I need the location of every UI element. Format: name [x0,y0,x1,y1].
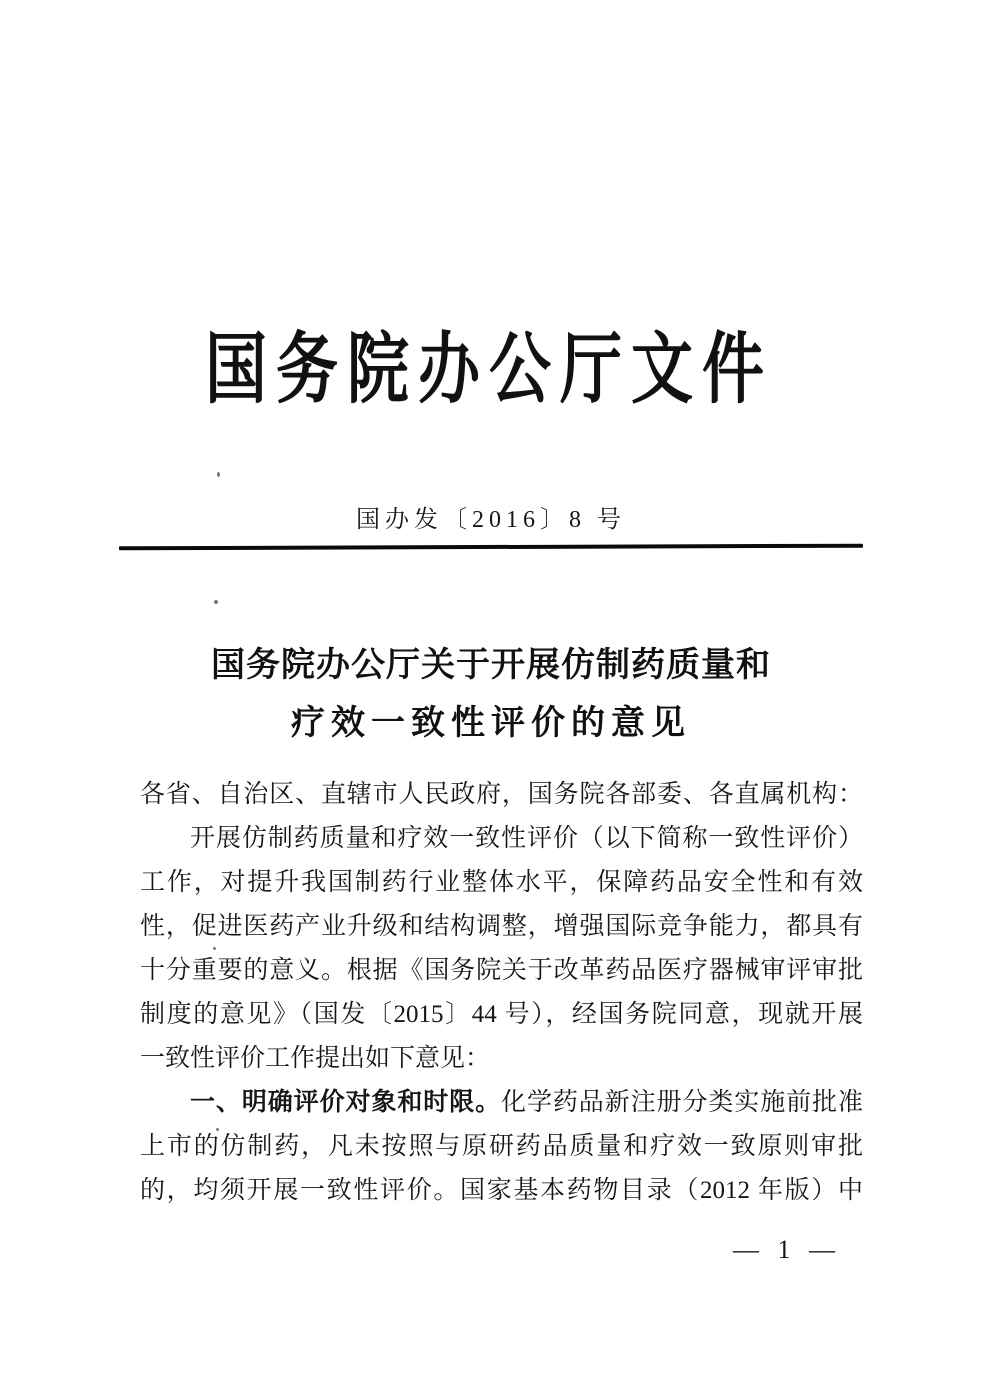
scan-speck [214,600,218,604]
doc-title-line2: 疗效一致性评价的意见 [291,705,691,742]
body-text [140,773,863,1213]
doc-number: 国办发〔2016〕8 号 [356,507,626,533]
doc-title-line1: 国务院办公厅关于开展仿制药质量和 [211,647,771,684]
letterhead-org-title: 国务院办公厅文件 [204,328,773,413]
body-line-text: 化学药品新注册分类实施前批准 [501,1089,863,1116]
body-line: 性，促进医药产业升级和结构调整，增强国际竞争能力，都具有 [140,913,863,940]
body-line: 的，均须开展一致性评价。国家基本药物目录（2012 年版）中 [140,1177,863,1204]
body-line: 上市的仿制药，凡未按照与原研药品质量和疗效一致原则审批 [140,1133,863,1160]
section-1-heading: 一、明确评价对象和时限。 [190,1089,502,1116]
body-line [140,1081,863,1125]
page-number: — 1 — [733,1235,841,1264]
body-line: 开展仿制药质量和疗效一致性评价（以下简称一致性评价） [190,825,863,852]
letterhead-divider-line [119,544,863,551]
scan-speck [213,947,216,950]
scan-speck [216,1128,219,1131]
body-line: 制度的意见》（国发〔2015〕44 号），经国务院同意，现就开展 [140,1001,863,1028]
body-line: 一致性评价工作提出如下意见： [140,1045,491,1072]
body-line: 十分重要的意义。根据《国务院关于改革药品医疗器械审评审批 [140,957,863,984]
salutation-line: 各省、自治区、直辖市人民政府，国务院各部委、各直属机构： [140,781,863,808]
scan-speck [217,472,220,477]
body-line: 工作，对提升我国制药行业整体水平，保障药品安全性和有效 [140,869,863,896]
